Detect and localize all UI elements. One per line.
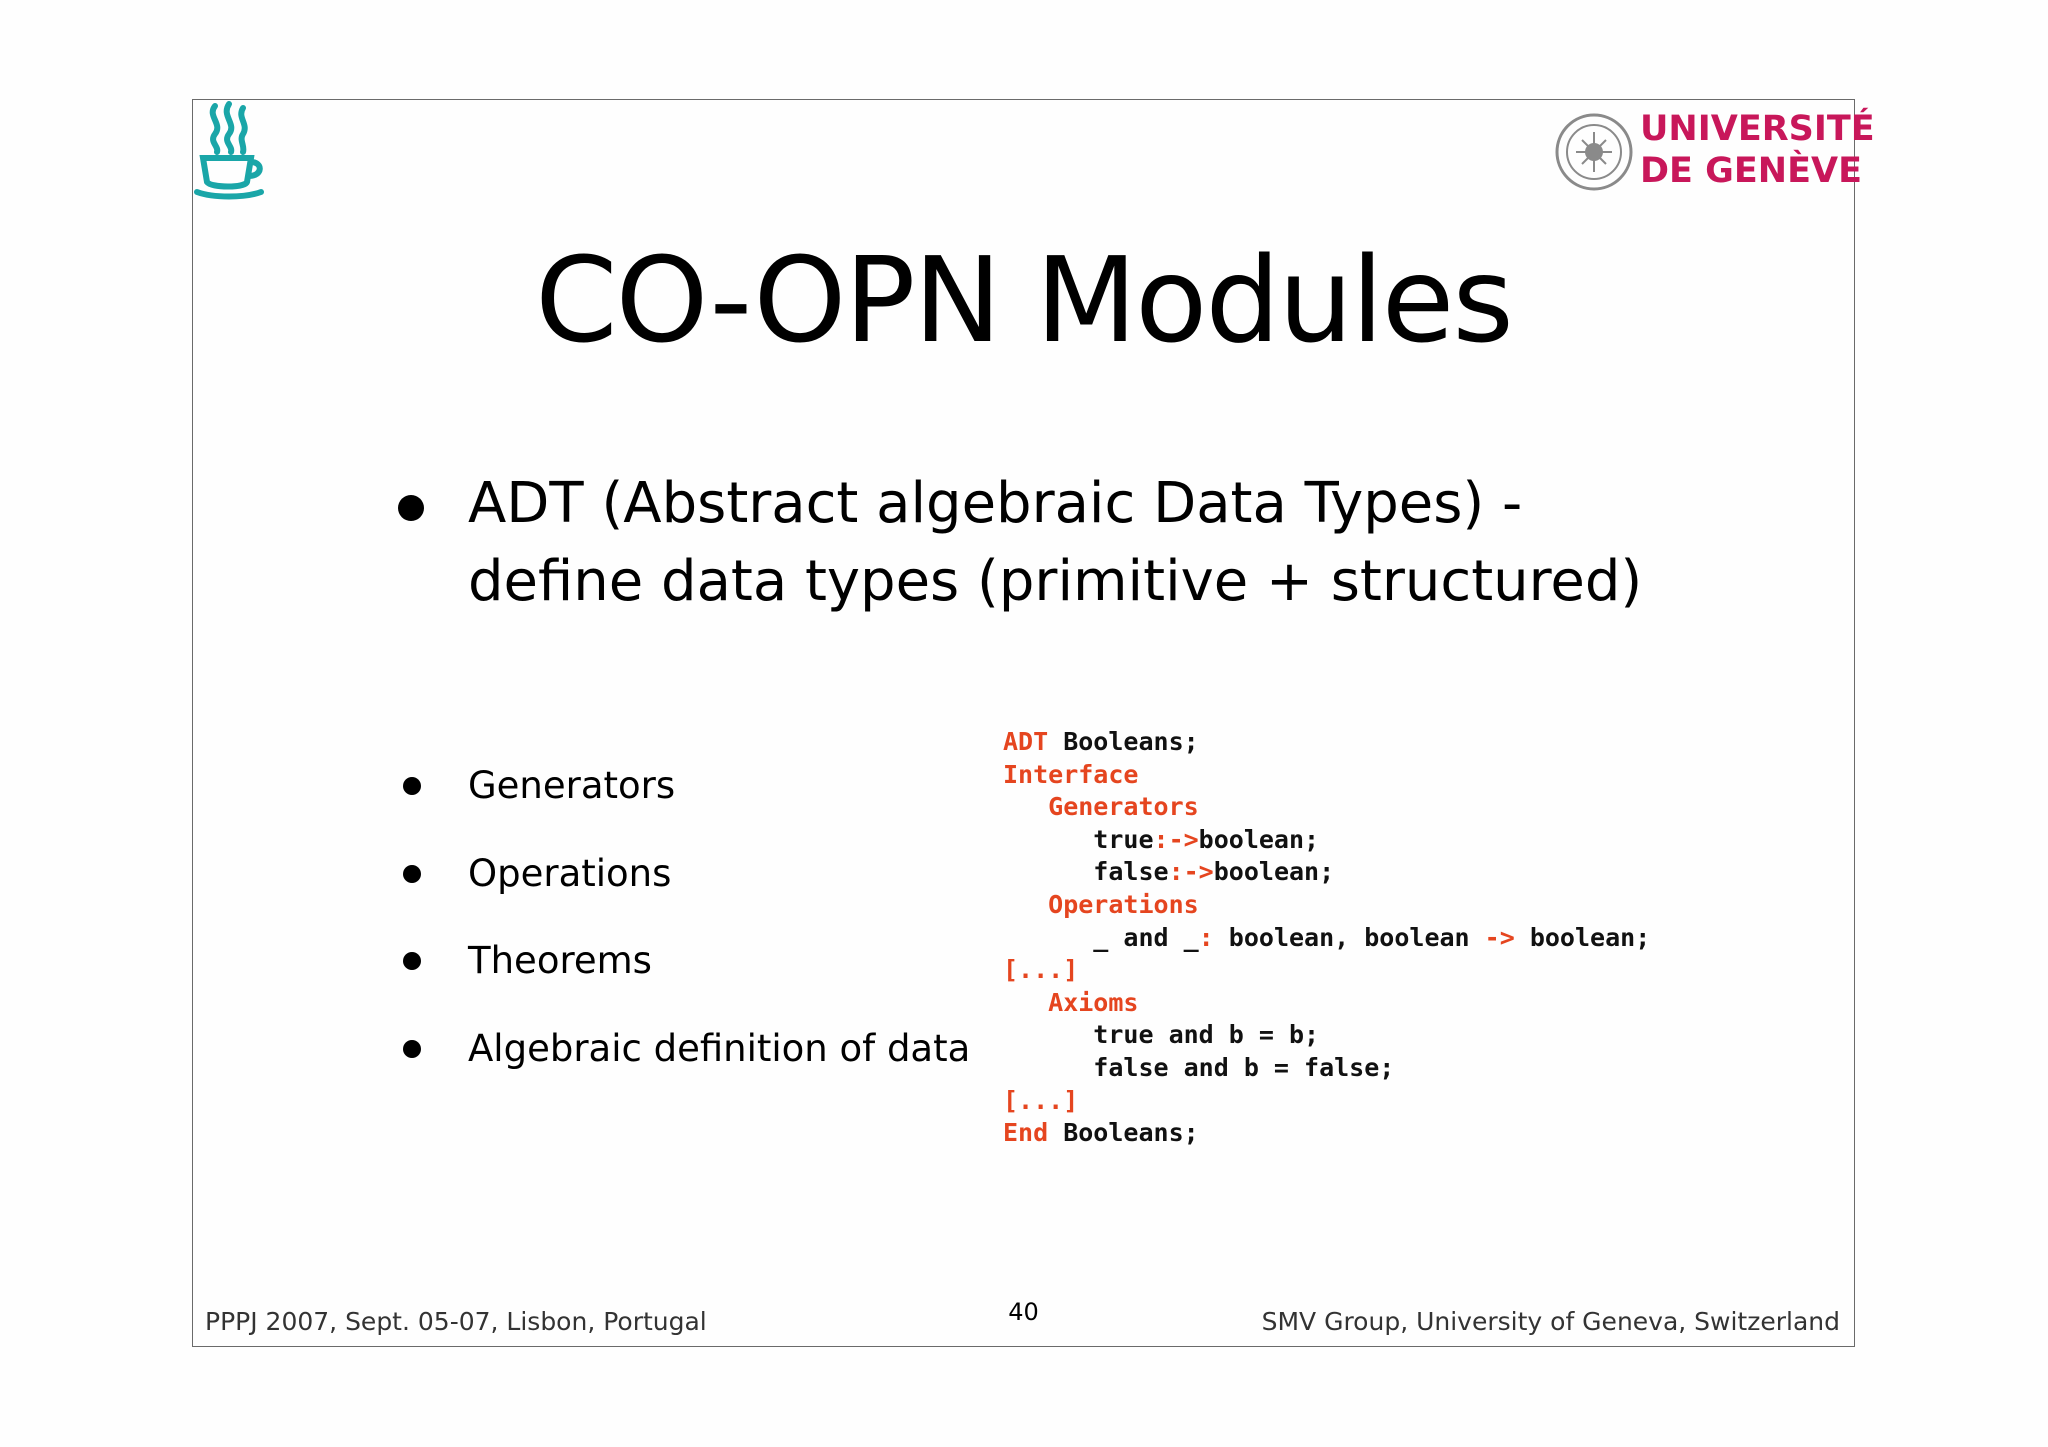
code-line [1003, 791, 1650, 824]
code-text: Booleans; [1048, 1118, 1199, 1148]
code-listing [1003, 726, 1650, 1150]
code-keyword: Operations [1003, 889, 1199, 919]
code-keyword: -> [1484, 922, 1515, 952]
code-text: true and b = b; [1003, 1020, 1320, 1050]
code-line [1003, 922, 1650, 955]
main-bullet-line1: ADT (Abstract algebraic Data Types) - [468, 471, 1523, 536]
code-text: _ and _ [1003, 922, 1199, 952]
code-line [1003, 759, 1650, 792]
code-line [1003, 824, 1650, 857]
code-text: boolean; [1514, 922, 1651, 952]
main-bullet-text [468, 465, 1642, 621]
code-keyword: ADT [1003, 727, 1049, 756]
code-line [1003, 954, 1650, 987]
slide-title: CO-OPN Modules [535, 231, 1512, 369]
slide [192, 99, 1875, 1347]
university-name-line2: DE GENÈVE [1640, 151, 1862, 191]
sub-bullet-item [403, 760, 1003, 810]
code-keyword: Interface [1003, 759, 1139, 789]
page-number: 40 [1008, 1298, 1039, 1326]
footer-conference: PPPJ 2007, Sept. 05-07, Lisbon, Portugal [205, 1307, 707, 1336]
code-text: Booleans; [1048, 727, 1199, 756]
code-keyword: Generators [1003, 792, 1199, 822]
code-keyword: [...] [1003, 1085, 1079, 1115]
code-text: true [1003, 824, 1154, 854]
sub-bullet-item [403, 1023, 1003, 1073]
sub-bullet-text: Theorems [468, 939, 652, 982]
code-line [1003, 1085, 1650, 1118]
footer-affiliation: SMV Group, University of Geneva, Switzerland [1261, 1307, 1840, 1336]
sub-bullet-text: Operations [468, 852, 672, 895]
code-line [1003, 987, 1650, 1020]
code-line [1003, 1019, 1650, 1052]
code-keyword: :-> [1168, 857, 1214, 887]
sub-bullet-item [403, 935, 1003, 985]
code-keyword: End [1003, 1118, 1049, 1148]
code-line [1003, 1052, 1650, 1085]
code-text: boolean; [1198, 824, 1320, 854]
bullet-icon [403, 777, 421, 795]
code-text: false [1003, 857, 1169, 887]
university-logo [1554, 108, 1875, 196]
bullet-icon [403, 952, 421, 970]
code-keyword: : [1198, 922, 1214, 952]
bullet-icon [403, 1040, 421, 1058]
bullet-icon [398, 495, 424, 521]
university-name-line1: UNIVERSITÉ [1640, 109, 1875, 149]
code-text: boolean; [1213, 857, 1335, 887]
code-line [1003, 889, 1650, 922]
code-keyword: [...] [1003, 955, 1079, 985]
bullet-icon [403, 865, 421, 883]
code-line [1003, 1117, 1650, 1150]
sub-bullet-text: Algebraic definition of data [468, 1027, 971, 1070]
code-keyword: :-> [1153, 824, 1199, 854]
university-name [1640, 108, 1875, 192]
code-text: false and b = false; [1003, 1052, 1395, 1082]
sub-bullet-text: Generators [468, 764, 676, 807]
coffee-cup-icon [193, 100, 265, 200]
sub-bullet-item [403, 848, 1003, 898]
code-text: boolean, boolean [1213, 922, 1485, 952]
code-keyword: Axioms [1003, 987, 1139, 1017]
university-seal-icon [1554, 112, 1634, 192]
code-line [1003, 726, 1650, 759]
code-line [1003, 856, 1650, 889]
main-bullet-line2: define data types (primitive + structured) [468, 549, 1643, 614]
